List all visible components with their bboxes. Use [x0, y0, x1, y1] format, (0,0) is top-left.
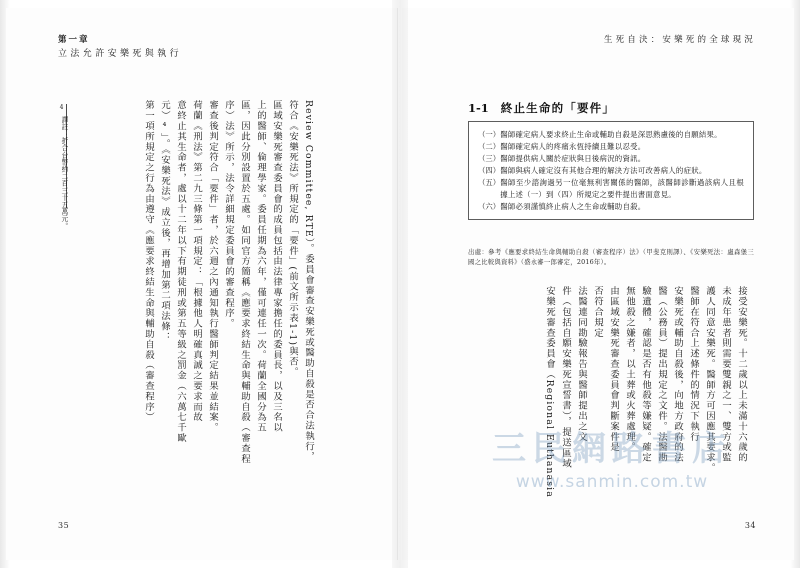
- left-body-column-9: 意終止其生命者，處以十二年以下有期徒刑或第五等級之罰金（六萬七千歐: [174, 100, 186, 444]
- left-page-number: 35: [58, 521, 70, 530]
- right-page-number: 34: [744, 521, 756, 530]
- requirement-marker: （一）: [478, 130, 501, 139]
- right-body-column-1: 接受安樂死。十二歲以上未滿十六歲的: [735, 286, 747, 463]
- right-body-column-3: 護人同意安樂死。醫師方可因應其要求。: [703, 286, 715, 474]
- right-body-column-8: 無他殺之嫌者，以土葬或火葬處理。: [623, 286, 635, 453]
- right-body-column-6: 醫（公務員）提出規定之文件。法醫勘: [655, 286, 667, 463]
- left-body-column-11: 第一項所規定之行為由遵守《應要求終結生命與輔助自殺（審查程序）: [142, 100, 154, 423]
- left-body-column-7: 審查後判定符合「要件」者，於六週之內通知執行醫師判定結果並結案。: [206, 100, 218, 433]
- right-body-column-4: 醫師在符合上述條件的情況下執行: [687, 286, 699, 442]
- section-heading: [468, 100, 615, 116]
- requirement-marker: （六）: [478, 201, 501, 211]
- requirement-item: [478, 153, 744, 165]
- requirements-box: [468, 121, 754, 220]
- section-title: 終止生命的「要件」: [500, 101, 616, 115]
- source-note: 出處：參考《應要求終結生命與輔助自殺（審查程序）法》（甲斐克則譯）、《安樂死法：盧森堡三國之比較與資料》（盛永審一郎審定，2016年）。: [468, 248, 754, 267]
- requirement-text: 醫師與病人確定沒有其他合理的解決方法可改善病人的症狀。: [500, 165, 707, 175]
- right-body-column-9: 由區域安樂死審查委員會判斷案件是: [607, 286, 619, 453]
- left-page-chapter-mark: 第一章: [58, 35, 90, 45]
- left-body-column-4: 上的醫師、倫理學家。委員任期為六年，僅可連任一次。荷蘭全國分為五: [254, 100, 266, 433]
- requirement-text: 醫師確定病人要求終止生命或輔助自殺是深思熟慮後的自願結果。: [500, 130, 722, 139]
- left-page-running-header: 立法允許安樂死與執行: [58, 49, 183, 59]
- requirement-text: 醫師提供病人關於症狀與日後病況的資訊。: [500, 153, 646, 163]
- left-body-column-6: 序）法》所示，法令詳細規定委員會的審查程序。: [222, 100, 234, 329]
- requirement-item: [478, 129, 744, 141]
- requirement-marker: （二）: [478, 141, 501, 151]
- requirement-text: 醫師確定病人的疼痛永恆持續且難以忍受。: [500, 141, 646, 151]
- left-body-column-2: 符合《安樂死法》所規定的「要件」(前文所示表1-1)與否。: [286, 100, 298, 378]
- requirement-text: 醫師至少諮詢過另一位毫無利害關係的醫師，該醫師診斷過該病人且根據上述（一）到（四）所規定之要件提出書面意見。: [500, 177, 744, 199]
- requirement-marker: （五）: [478, 177, 501, 187]
- right-body-column-12: 件（包括自願安樂死宣誓書），提送區域: [559, 286, 571, 469]
- requirement-item: [478, 201, 744, 213]
- left-body-column-8: 荷蘭《刑法》第二九三條第一項規定：「根據他人明確真誠之要求而故: [190, 100, 202, 423]
- watermark-logo-text: 三民網路書店: [492, 429, 732, 469]
- right-body-column-5: 安樂死或輔助自殺後，向地方政府的法: [671, 286, 683, 463]
- footnote-marker: 4: [58, 104, 65, 112]
- requirement-item: [478, 177, 744, 201]
- right-body-column-2: 未成年患者則需要雙親之一、雙方或監: [719, 286, 731, 463]
- requirement-item: [478, 165, 744, 177]
- requirement-marker: （三）: [478, 153, 501, 163]
- right-body-column-7: 驗遺體，確認是否有他殺等嫌疑。確定: [639, 286, 651, 463]
- requirement-marker: （四）: [478, 165, 501, 175]
- right-page-running-header: 生死自決：安樂死的全球現況: [603, 35, 756, 45]
- right-body-column-10: 否符合規定: [591, 286, 603, 338]
- section-number: 1-1: [468, 101, 489, 115]
- right-body-column-11: 法醫連同勘驗報告與醫師提出之文: [575, 286, 587, 442]
- requirement-text: 醫師必須謹慎終止病人之生命或輔助自殺。: [500, 201, 646, 211]
- footnote-text: 譯註：折合台幣約二百三十五萬元。: [59, 116, 68, 230]
- requirement-item: [478, 141, 744, 153]
- left-body-column-3: 區域安樂死審查委員會的成員包括由法律專家擔任的委員長，以及三名以: [270, 100, 282, 433]
- left-body-column-10: 元）⁴」。《安樂死法》成立後，再增加第二項法條：: [158, 100, 170, 342]
- left-body-column-5: 區，因此分別設置於五處。如同官方簡稱《應要求終結生命與輔助自殺（審查程: [238, 100, 250, 464]
- watermark-url-text: www.sanmin.com.tw: [515, 472, 709, 492]
- left-body-column-1: Review Committee, RTE）。委員會審查安樂死或醫助自殺是否合法執行，: [302, 100, 314, 462]
- right-body-column-13: 安樂死審查委員會（Regional Euthanasia: [543, 286, 555, 498]
